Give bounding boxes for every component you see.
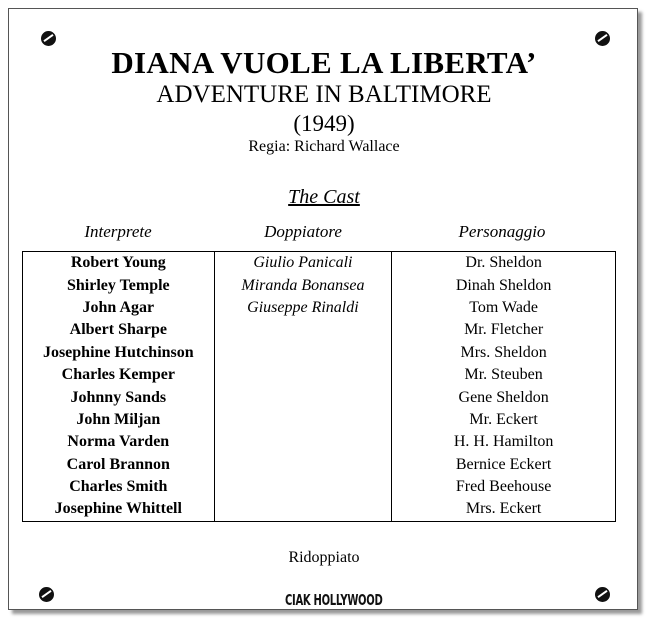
table-row <box>23 342 616 364</box>
original-title: ADVENTURE IN BALTIMORE <box>156 81 492 108</box>
actor-cell: John Miljan <box>23 409 215 431</box>
dubber-cell: Miranda Bonansea <box>214 274 392 296</box>
dubber-cell <box>214 386 392 408</box>
column-header-actor: Interprete <box>84 222 152 241</box>
table-row <box>23 274 616 296</box>
plaque <box>8 8 638 610</box>
character-cell: Fred Beehouse <box>392 476 616 498</box>
actor-cell: Johnny Sands <box>23 386 215 408</box>
cast-heading: The Cast <box>288 186 360 208</box>
dubber-cell <box>214 498 392 521</box>
table-row <box>23 409 616 431</box>
release-year: (1949) <box>293 111 355 136</box>
table-row <box>23 252 616 275</box>
dubber-cell <box>214 431 392 453</box>
actor-cell: Albert Sharpe <box>23 319 215 341</box>
character-cell: Mr. Fletcher <box>392 319 616 341</box>
character-cell: Mr. Eckert <box>392 409 616 431</box>
dubber-cell <box>214 319 392 341</box>
character-cell: Mrs. Eckert <box>392 498 616 521</box>
character-cell: H. H. Hamilton <box>392 431 616 453</box>
dubber-cell <box>214 476 392 498</box>
actor-cell: Josephine Whittell <box>23 498 215 521</box>
actor-cell: Norma Varden <box>23 431 215 453</box>
cast-table <box>22 251 616 522</box>
character-cell: Bernice Eckert <box>392 454 616 476</box>
character-cell: Mrs. Sheldon <box>392 342 616 364</box>
redub-note: Ridoppiato <box>288 549 360 566</box>
dubber-cell <box>214 454 392 476</box>
character-cell: Gene Sheldon <box>392 386 616 408</box>
dubber-cell: Giuseppe Rinaldi <box>214 297 392 319</box>
table-row <box>23 498 616 521</box>
character-cell: Tom Wade <box>392 297 616 319</box>
character-cell: Dinah Sheldon <box>392 274 616 296</box>
screw-icon <box>41 31 56 46</box>
character-cell: Mr. Steuben <box>392 364 616 386</box>
screw-icon <box>39 587 54 602</box>
dubber-cell <box>214 342 392 364</box>
table-row <box>23 431 616 453</box>
actor-cell: John Agar <box>23 297 215 319</box>
dubber-cell <box>214 364 392 386</box>
ciak-hollywood-logo: CIAK HOLLYWOOD <box>285 593 383 610</box>
table-row <box>23 364 616 386</box>
dubber-cell <box>214 409 392 431</box>
actor-cell: Josephine Hutchinson <box>23 342 215 364</box>
table-row <box>23 319 616 341</box>
actor-cell: Shirley Temple <box>23 274 215 296</box>
table-row <box>23 386 616 408</box>
column-header-character: Personaggio <box>458 222 546 241</box>
actor-cell: Charles Kemper <box>23 364 215 386</box>
actor-cell: Robert Young <box>23 252 215 275</box>
film-title: DIANA VUOLE LA LIBERTA’ <box>111 45 537 80</box>
screw-icon <box>595 587 610 602</box>
actor-cell: Carol Brannon <box>23 454 215 476</box>
table-row <box>23 454 616 476</box>
director-credit: Regia: Richard Wallace <box>248 138 400 155</box>
actor-cell: Charles Smith <box>23 476 215 498</box>
character-cell: Dr. Sheldon <box>392 252 616 275</box>
column-header-dubber: Doppiatore <box>264 222 342 241</box>
screw-icon <box>595 31 610 46</box>
dubber-cell: Giulio Panicali <box>214 252 392 275</box>
table-row <box>23 476 616 498</box>
table-row <box>23 297 616 319</box>
